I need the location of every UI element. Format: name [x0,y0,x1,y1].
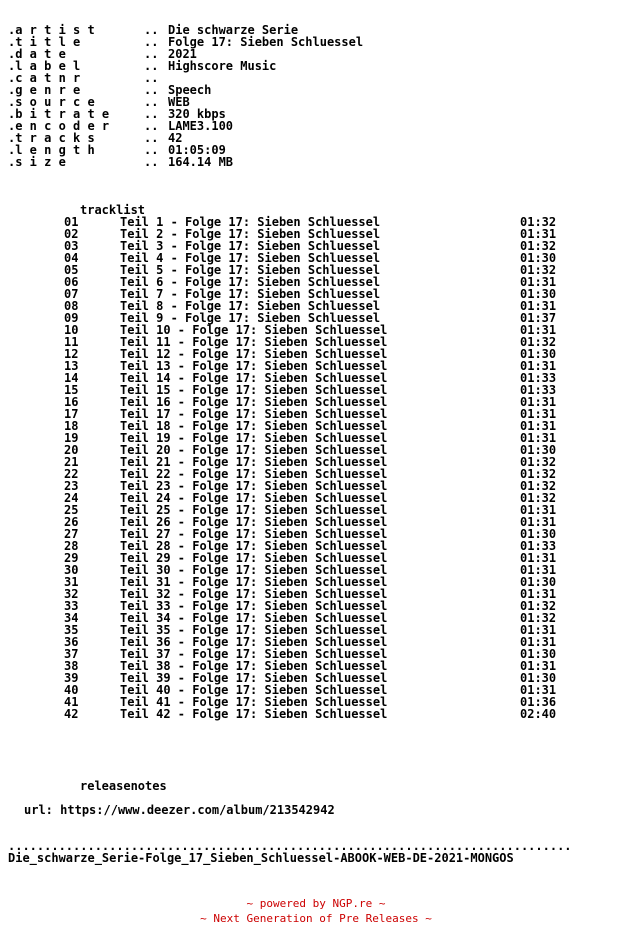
track-duration: 01:31 [520,299,557,313]
info-separator: .. [144,23,159,37]
info-key: .s i z e [8,155,66,169]
track-title: Teil 1 - Folge 17: Sieben Schluessel [120,215,381,229]
track-duration: 01:31 [520,323,557,337]
track-duration: 01:30 [520,647,557,661]
releasenotes-heading: releasenotes [80,779,167,793]
track-title: Teil 16 - Folge 17: Sieben Schluessel [120,395,388,409]
info-value: 2021 [168,47,197,61]
track-duration: 01:33 [520,383,557,397]
track-number: 21 [64,455,79,469]
footer [0,896,632,926]
info-key: .e n c o d e r [8,119,110,133]
track-duration: 01:32 [520,467,557,481]
info-value: 320 kbps [168,107,226,121]
track-number: 16 [64,395,79,409]
track-number: 17 [64,407,79,421]
track-title: Teil 8 - Folge 17: Sieben Schluessel [120,299,381,313]
track-number: 23 [64,479,79,493]
info-row [8,60,628,72]
info-separator: .. [144,119,159,133]
track-number: 08 [64,299,79,313]
footer-powered-by[interactable]: ~ powered by NGP.re ~ [246,897,386,910]
track-number: 05 [64,263,79,277]
track-duration: 01:31 [520,503,557,517]
track-number: 10 [64,323,79,337]
track-title: Teil 14 - Folge 17: Sieben Schluessel [120,371,388,385]
track-row [8,708,628,720]
track-duration: 01:31 [520,587,557,601]
url-line [8,792,628,817]
track-duration: 01:31 [520,227,557,241]
track-title: Teil 23 - Folge 17: Sieben Schluessel [120,479,388,493]
track-number: 06 [64,275,79,289]
info-key: .b i t r a t e [8,107,110,121]
track-title: Teil 19 - Folge 17: Sieben Schluessel [120,431,388,445]
track-duration: 01:32 [520,599,557,613]
track-duration: 01:30 [520,527,557,541]
track-duration: 01:36 [520,695,557,709]
track-title: Teil 33 - Folge 17: Sieben Schluessel [120,599,388,613]
track-duration: 01:30 [520,575,557,589]
track-number: 30 [64,563,79,577]
track-title: Teil 18 - Folge 17: Sieben Schluessel [120,419,388,433]
info-key: .t r a c k s [8,131,95,145]
track-number: 11 [64,335,79,349]
track-title: Teil 15 - Folge 17: Sieben Schluessel [120,383,388,397]
track-number: 42 [64,707,79,721]
releasenotes-heading-line [8,768,628,793]
tracklist-heading: tracklist [80,203,146,217]
info-row [8,120,628,132]
info-row [8,36,628,48]
track-title: Teil 4 - Folge 17: Sieben Schluessel [120,251,381,265]
track-duration: 01:32 [520,455,557,469]
track-duration: 01:37 [520,311,557,325]
track-title: Teil 7 - Folge 17: Sieben Schluessel [120,287,381,301]
info-separator: .. [144,35,159,49]
track-number: 25 [64,503,79,517]
tracklist-heading-line [8,192,628,217]
track-number: 12 [64,347,79,361]
tracklist [8,216,628,720]
track-title: Teil 9 - Folge 17: Sieben Schluessel [120,311,381,325]
track-title: Teil 5 - Folge 17: Sieben Schluessel [120,263,381,277]
track-number: 37 [64,647,79,661]
info-value: 164.14 MB [168,155,234,169]
track-title: Teil 40 - Folge 17: Sieben Schluessel [120,683,388,697]
track-title: Teil 29 - Folge 17: Sieben Schluessel [120,551,388,565]
track-number: 15 [64,383,79,397]
track-duration: 01:33 [520,539,557,553]
track-title: Teil 22 - Folge 17: Sieben Schluessel [120,467,388,481]
track-number: 34 [64,611,79,625]
release-name: Die_schwarze_Serie-Folge_17_Sieben_Schluessel-ABOOK-WEB-DE-2021-MONGOS [8,851,514,865]
info-value: Folge 17: Sieben Schluessel [168,35,364,49]
track-number: 31 [64,575,79,589]
track-duration: 01:31 [520,515,557,529]
track-duration: 01:31 [520,359,557,373]
dotted-rule: .............................................................................. [8,840,572,852]
info-value: WEB [168,95,190,109]
track-number: 36 [64,635,79,649]
info-separator: .. [144,143,159,157]
track-number: 38 [64,659,79,673]
track-title: Teil 30 - Folge 17: Sieben Schluessel [120,563,388,577]
nfo-document [8,24,628,864]
info-separator: .. [144,83,159,97]
track-number: 29 [64,551,79,565]
track-title: Teil 24 - Folge 17: Sieben Schluessel [120,491,388,505]
track-title: Teil 17 - Folge 17: Sieben Schluessel [120,407,388,421]
info-separator: .. [144,95,159,109]
info-row [8,48,628,60]
info-value: Highscore Music [168,59,277,73]
url-text [24,804,335,816]
url-value[interactable]: https://www.deezer.com/album/213542942 [60,803,335,817]
info-key: .l e n g t h [8,143,95,157]
track-title: Teil 27 - Folge 17: Sieben Schluessel [120,527,388,541]
track-number: 40 [64,683,79,697]
track-title: Teil 12 - Folge 17: Sieben Schluessel [120,347,388,361]
track-title: Teil 10 - Folge 17: Sieben Schluessel [120,323,388,337]
track-number: 14 [64,371,79,385]
track-title: Teil 2 - Folge 17: Sieben Schluessel [120,227,381,241]
track-duration: 01:31 [520,431,557,445]
track-title: Teil 28 - Folge 17: Sieben Schluessel [120,539,388,553]
track-title: Teil 25 - Folge 17: Sieben Schluessel [120,503,388,517]
track-duration: 01:32 [520,611,557,625]
track-duration: 01:31 [520,683,557,697]
info-value: 42 [168,131,183,145]
track-title: Teil 26 - Folge 17: Sieben Schluessel [120,515,388,529]
track-duration: 01:33 [520,371,557,385]
track-title: Teil 6 - Folge 17: Sieben Schluessel [120,275,381,289]
info-value: Speech [168,83,212,97]
track-title: Teil 3 - Folge 17: Sieben Schluessel [120,239,381,253]
track-number: 09 [64,311,79,325]
track-duration: 01:30 [520,251,557,265]
info-row [8,132,628,144]
track-duration: 01:31 [520,635,557,649]
track-title: Teil 42 - Folge 17: Sieben Schluessel [120,707,388,721]
track-number: 26 [64,515,79,529]
info-key: .c a t n r [8,71,81,85]
track-duration: 02:40 [520,707,557,721]
track-title: Teil 32 - Folge 17: Sieben Schluessel [120,587,388,601]
track-title: Teil 39 - Folge 17: Sieben Schluessel [120,671,388,685]
track-title: Teil 41 - Folge 17: Sieben Schluessel [120,695,388,709]
info-key: .g e n r e [8,83,81,97]
footer-tagline: ~ Next Generation of Pre Releases ~ [200,912,432,925]
info-value: Die schwarze Serie [168,23,299,37]
track-duration: 01:32 [520,479,557,493]
info-separator: .. [144,107,159,121]
track-duration: 01:32 [520,263,557,277]
track-number: 04 [64,251,79,265]
track-title: Teil 13 - Folge 17: Sieben Schluessel [120,359,388,373]
track-number: 03 [64,239,79,253]
track-number: 02 [64,227,79,241]
track-duration: 01:31 [520,407,557,421]
track-number: 33 [64,599,79,613]
track-duration: 01:30 [520,443,557,457]
track-number: 19 [64,431,79,445]
info-separator: .. [144,155,159,169]
track-duration: 01:31 [520,563,557,577]
info-key: .s o u r c e [8,95,95,109]
url-label: url: [24,803,53,817]
track-number: 13 [64,359,79,373]
track-title: Teil 35 - Folge 17: Sieben Schluessel [120,623,388,637]
info-row [8,156,628,168]
info-key: .t i t l e [8,35,81,49]
info-row [8,144,628,156]
info-key: .l a b e l [8,59,81,73]
track-number: 20 [64,443,79,457]
track-duration: 01:30 [520,347,557,361]
track-number: 39 [64,671,79,685]
track-number: 18 [64,419,79,433]
track-title: Teil 34 - Folge 17: Sieben Schluessel [120,611,388,625]
info-separator: .. [144,131,159,145]
track-duration: 01:31 [520,419,557,433]
info-separator: .. [144,71,159,85]
track-number: 07 [64,287,79,301]
track-duration: 01:32 [520,239,557,253]
track-title: Teil 31 - Folge 17: Sieben Schluessel [120,575,388,589]
track-duration: 01:30 [520,671,557,685]
info-key: .d a t e [8,47,66,61]
track-duration: 01:31 [520,659,557,673]
track-number: 27 [64,527,79,541]
track-title: Teil 38 - Folge 17: Sieben Schluessel [120,659,388,673]
track-duration: 01:31 [520,275,557,289]
track-duration: 01:31 [520,623,557,637]
track-duration: 01:31 [520,551,557,565]
info-separator: .. [144,47,159,61]
track-duration: 01:32 [520,215,557,229]
track-title: Teil 36 - Folge 17: Sieben Schluessel [120,635,388,649]
info-row [8,72,628,84]
track-duration: 01:30 [520,287,557,301]
info-separator: .. [144,59,159,73]
track-title: Teil 37 - Folge 17: Sieben Schluessel [120,647,388,661]
track-number: 41 [64,695,79,709]
track-title: Teil 20 - Folge 17: Sieben Schluessel [120,443,388,457]
track-duration: 01:32 [520,335,557,349]
track-number: 24 [64,491,79,505]
info-key: .a r t i s t [8,23,95,37]
track-title: Teil 11 - Folge 17: Sieben Schluessel [120,335,388,349]
track-duration: 01:31 [520,395,557,409]
track-title: Teil 21 - Folge 17: Sieben Schluessel [120,455,388,469]
track-duration: 01:32 [520,491,557,505]
info-value: 01:05:09 [168,143,226,157]
track-number: 32 [64,587,79,601]
release-info-block [8,24,628,168]
track-number: 01 [64,215,79,229]
info-row [8,84,628,96]
track-number: 28 [64,539,79,553]
track-number: 22 [64,467,79,481]
track-number: 35 [64,623,79,637]
info-value: LAME3.100 [168,119,234,133]
